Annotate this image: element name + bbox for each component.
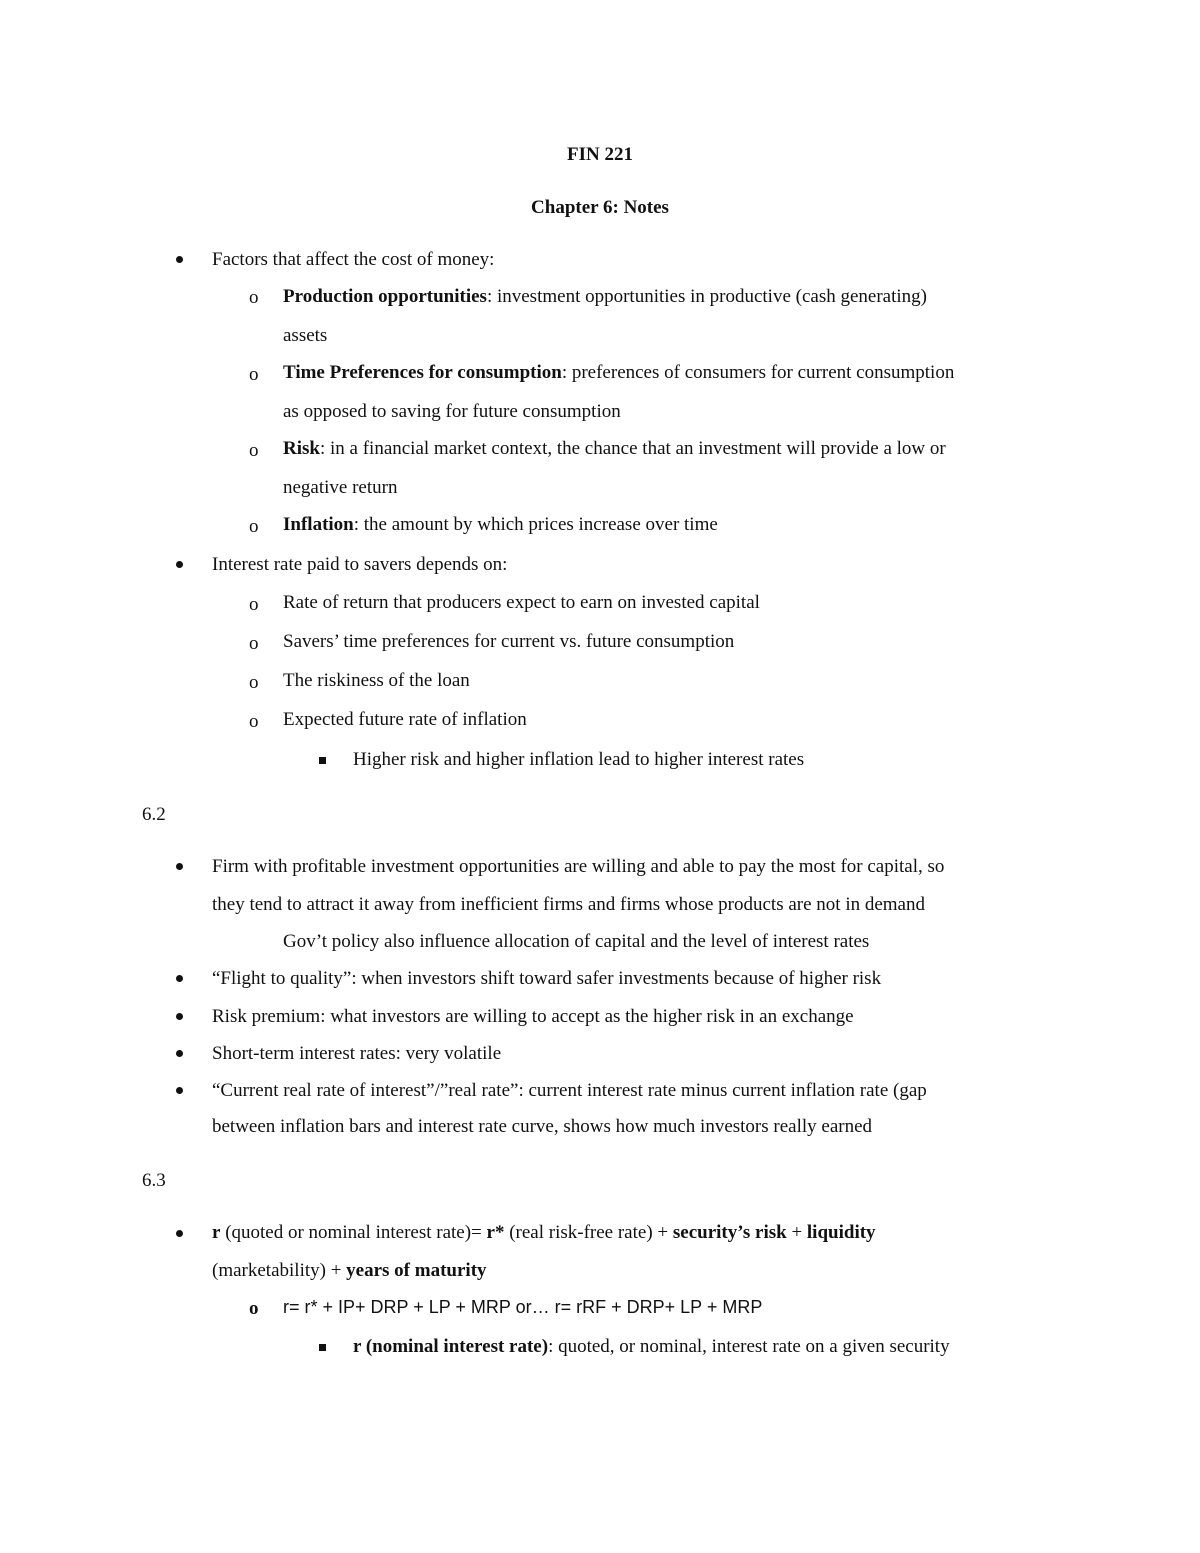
bullet-dot [176, 561, 183, 568]
sub-sub-bullet-text: Higher risk and higher inflation lead to higher interest rates [353, 749, 805, 770]
sub-sub-bullet-text: r (nominal interest rate): quoted, or nominal, interest rate on a given security [353, 1336, 950, 1357]
sub-bullet-o: o [249, 594, 259, 615]
sub-bullet-cont: as opposed to saving for future consumption [283, 401, 621, 422]
sub-bullet-cont: negative return [283, 477, 398, 498]
bullet-text: r (quoted or nominal interest rate)= r* (real risk-free rate) + security’s risk + liquidity [212, 1222, 876, 1243]
sub-bullet-o: o [249, 287, 259, 308]
chapter-title: Chapter 6: Notes [531, 197, 669, 218]
bullet-text: “Flight to quality”: when investors shift toward safer investments because of higher risk [212, 968, 882, 989]
bullet-cont: between inflation bars and interest rate curve, shows how much investors really earned [212, 1116, 873, 1137]
sub-bullet-o: o [249, 711, 259, 732]
sub-bullet-text: Risk: in a financial market context, the chance that an investment will provide a low or [283, 438, 946, 459]
bullet-text: Interest rate paid to savers depends on: [212, 554, 508, 575]
bullet-dot [176, 863, 183, 870]
section-label: 6.2 [142, 804, 166, 825]
sub-bullet-o: o [249, 672, 259, 693]
bullet-cont: they tend to attract it away from inefficient firms and firms whose products are not in demand [212, 894, 925, 915]
bullet-dot [176, 1013, 183, 1020]
sub-bullet-text: Rate of return that producers expect to earn on invested capital [283, 592, 760, 613]
bullet-dot [176, 1050, 183, 1057]
sub-bullet-o: o [249, 440, 259, 461]
bullet-text: Risk premium: what investors are willing to accept as the higher risk in an exchange [212, 1006, 854, 1027]
bullet-dot [176, 975, 183, 982]
bullet-text: Firm with profitable investment opportunities are willing and able to pay the most for capital, so [212, 856, 945, 877]
bullet-dot [176, 1087, 183, 1094]
sub-bullet-o: o [249, 516, 259, 537]
indented-line: Gov’t policy also influence allocation of capital and the level of interest rates [283, 931, 870, 952]
sub-bullet-o: o [249, 1298, 259, 1319]
sub-bullet-o: o [249, 364, 259, 385]
sub-bullet-text: The riskiness of the loan [283, 670, 470, 691]
bullet-cont: (marketability) + years of maturity [212, 1260, 487, 1281]
sub-bullet-text: Production opportunities: investment opportunities in productive (cash generating) [283, 286, 927, 307]
sub-bullet-text: Time Preferences for consumption: preferences of consumers for current consumption [283, 362, 955, 383]
bullet-text: “Current real rate of interest”/”real rate”: current interest rate minus current inflation rate (gap [212, 1080, 927, 1101]
sub-bullet-cont: assets [283, 325, 328, 346]
bullet-text: Short-term interest rates: very volatile [212, 1043, 502, 1064]
sub-bullet-o: o [249, 633, 259, 654]
sub-bullet-text: Savers’ time preferences for current vs. future consumption [283, 631, 735, 652]
square-bullet [319, 757, 326, 764]
formula-line: r= r* + IP+ DRP + LP + MRP or… r= rRF + DRP+ LP + MRP [283, 1297, 763, 1317]
bullet-dot [176, 1230, 183, 1237]
bullet-dot [176, 256, 183, 263]
sub-bullet-text: Inflation: the amount by which prices increase over time [283, 514, 718, 535]
sub-bullet-text: Expected future rate of inflation [283, 709, 527, 730]
square-bullet [319, 1344, 326, 1351]
course-title: FIN 221 [567, 144, 633, 165]
section-label: 6.3 [142, 1170, 166, 1191]
bullet-text: Factors that affect the cost of money: [212, 249, 495, 270]
